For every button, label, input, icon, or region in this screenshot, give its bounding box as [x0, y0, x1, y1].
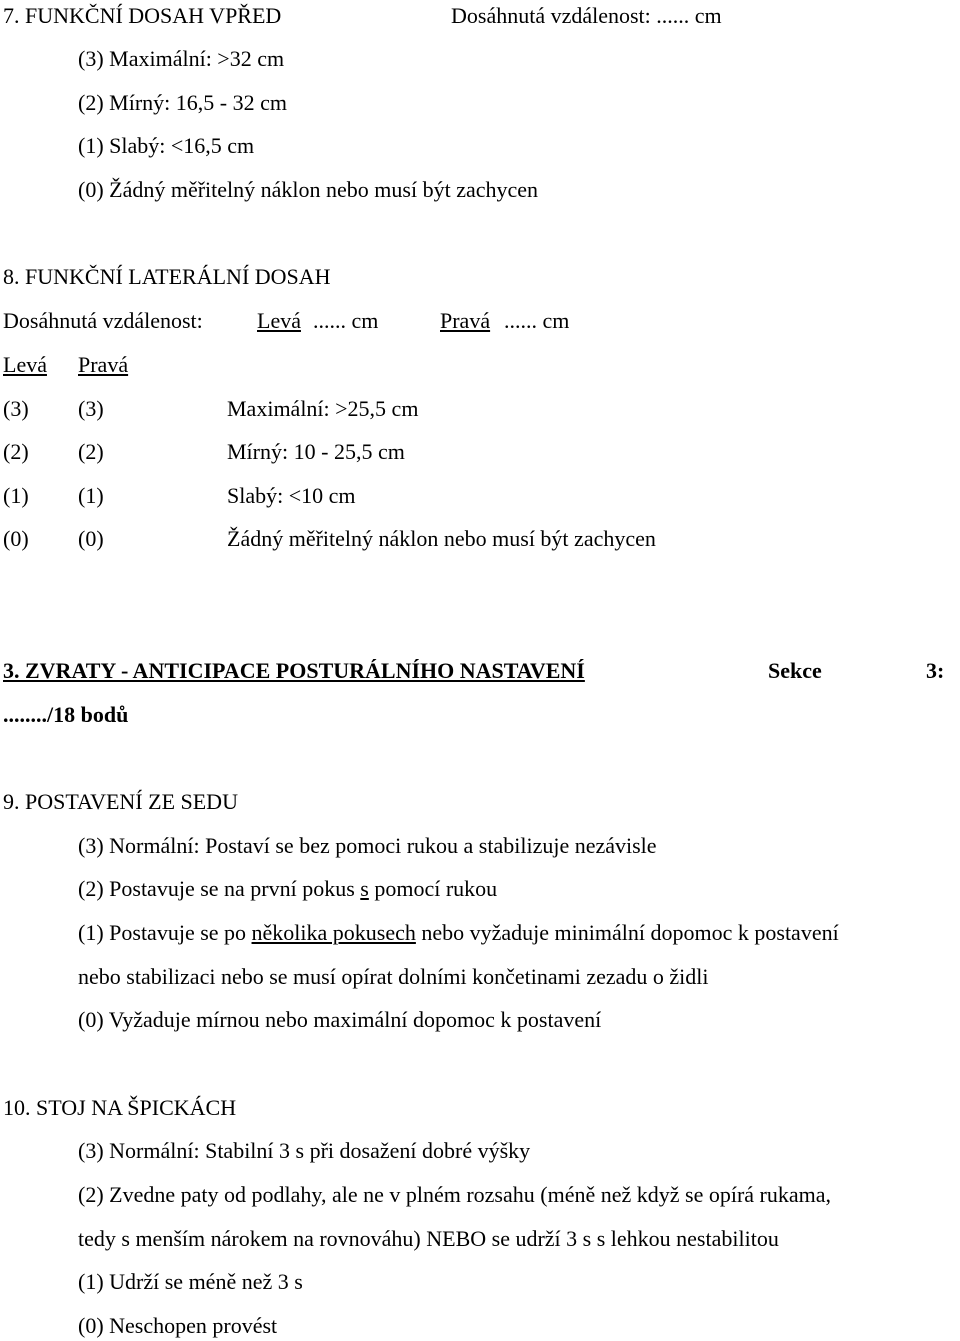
s8-row-right: (3)	[78, 396, 104, 421]
s8-right-label: Pravá	[440, 308, 491, 333]
s9-item-1-cont: nebo stabilizaci nebo se musí opírat dolními končetinami zezadu o židli	[78, 964, 709, 989]
s9-title: 9. POSTAVENÍ ZE SEDU	[3, 789, 238, 814]
s10-title: 10. STOJ NA ŠPICKÁCH	[3, 1095, 237, 1120]
s9-item-0: (0) Vyžaduje mírnou nebo maximální dopomoc k postavení	[78, 1007, 602, 1032]
s8-row-text: Mírný: 10 - 25,5 cm	[227, 439, 405, 464]
s8-row-text: Slabý: <10 cm	[227, 483, 356, 508]
s7-item-2: (2) Mírný: 16,5 - 32 cm	[78, 90, 287, 115]
s10-item-2-cont: tedy s menším nárokem na rovnováhu) NEBO se udrží 3 s s lehkou nestabilitou	[78, 1226, 779, 1251]
s7-item-3: (3) Maximální: >32 cm	[78, 46, 285, 71]
s10-item-3: (3) Normální: Stabilní 3 s při dosažení dobré výšky	[78, 1138, 531, 1163]
s8-header-right: Pravá	[78, 352, 129, 377]
section3-sekce: Sekce	[768, 658, 822, 683]
s8-left-label: Levá	[257, 308, 301, 333]
s8-row-right: (0)	[78, 526, 104, 551]
s9-item-1-u: několika pokusech	[251, 920, 416, 945]
s8-header-left: Levá	[3, 352, 47, 377]
s7-item-1: (1) Slabý: <16,5 cm	[78, 133, 255, 158]
s8-row-left: (2)	[3, 439, 29, 464]
s10-item-1: (1) Udrží se méně než 3 s	[78, 1269, 303, 1294]
s8-row-right: (1)	[78, 483, 104, 508]
s8-right-value: ...... cm	[504, 308, 570, 333]
s10-item-0: (0) Neschopen provést	[78, 1313, 278, 1338]
section3-score: ......../18 bodů	[3, 702, 129, 727]
s8-title: 8. FUNKČNÍ LATERÁLNÍ DOSAH	[3, 264, 331, 289]
section3-title: 3. ZVRATY - ANTICIPACE POSTURÁLNÍHO NASTAVENÍ	[3, 658, 585, 683]
s8-left-value: ...... cm	[313, 308, 379, 333]
s8-row-left: (0)	[3, 526, 29, 551]
s9-item-3: (3) Normální: Postaví se bez pomoci rukou a stabilizuje nezávisle	[78, 833, 657, 858]
s7-distance: Dosáhnutá vzdálenost: ...... cm	[451, 3, 722, 28]
s8-row-left: (1)	[3, 483, 29, 508]
s8-distance-row	[3, 308, 570, 334]
s7-title: 7. FUNKČNÍ DOSAH VPŘED	[3, 3, 282, 28]
s8-distance-label: Dosáhnutá vzdálenost:	[3, 308, 203, 333]
s8-row-right: (2)	[78, 439, 104, 464]
s9-item-2-a: (2) Postavuje se na první pokus	[78, 876, 361, 901]
section3-num: 3:	[926, 658, 945, 683]
s8-row-text: Maximální: >25,5 cm	[227, 396, 419, 421]
s9-item-1-a: (1) Postavuje se po	[78, 920, 252, 945]
s10-item-2: (2) Zvedne paty od podlahy, ale ne v plném rozsahu (méně než když se opírá rukama,	[78, 1182, 832, 1207]
s8-row-text: Žádný měřitelný náklon nebo musí být zachycen	[227, 526, 656, 551]
s7-item-0: (0) Žádný měřitelný náklon nebo musí být zachycen	[78, 177, 539, 202]
s9-item-1-b: nebo vyžaduje minimální dopomoc k postavení	[415, 920, 839, 945]
s9-item-1	[78, 920, 839, 946]
s9-item-2-u: s	[360, 876, 369, 901]
s9-item-2	[78, 876, 497, 902]
s8-row-left: (3)	[3, 396, 29, 421]
s9-item-2-b: pomocí rukou	[368, 876, 498, 901]
